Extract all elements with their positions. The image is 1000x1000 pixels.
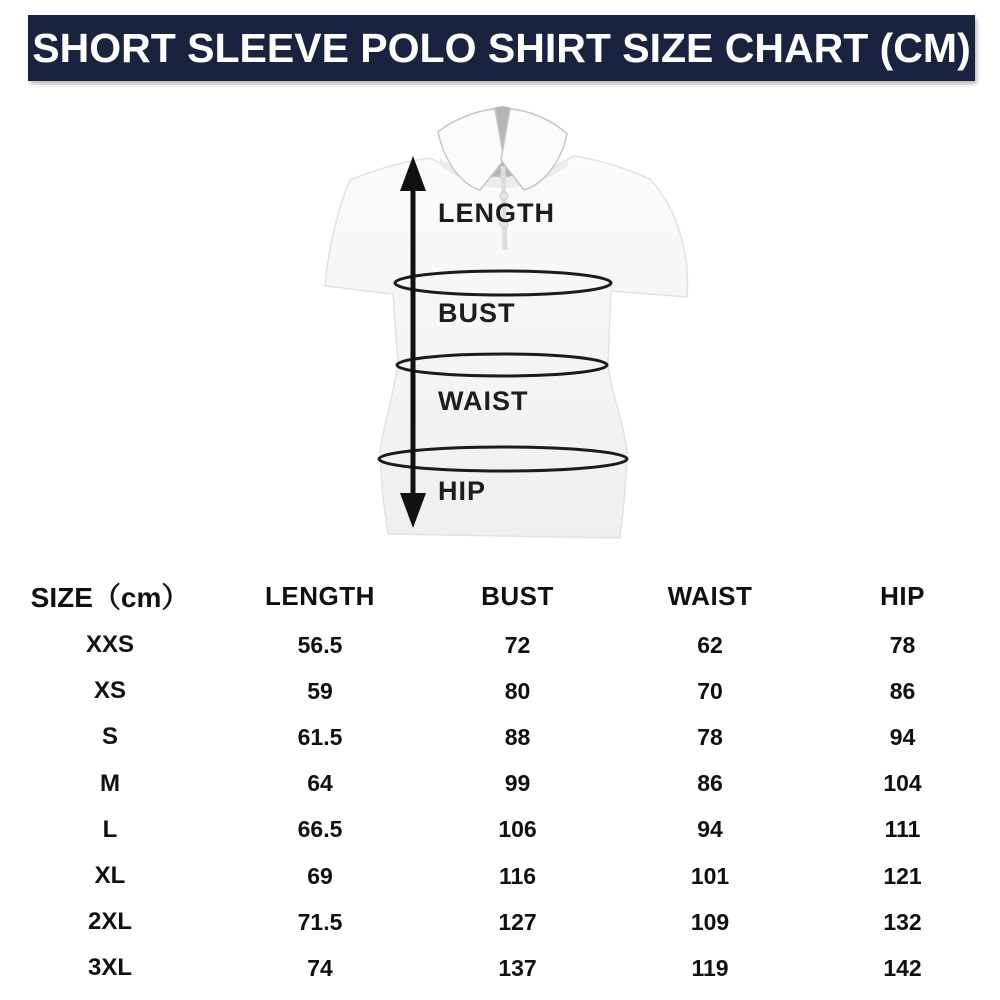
waist-cell: 101 [690,862,730,889]
table-row [0,622,1000,668]
length-cell: 74 [307,954,333,981]
hip-cell: 94 [889,723,916,750]
size-table [0,570,1000,992]
bust-cell: 116 [498,862,537,889]
table-row [0,668,1000,714]
hip-cell: 132 [883,908,922,935]
table-row [0,761,1000,807]
waist-cell: 109 [690,908,730,935]
waist-cell: 119 [691,954,729,981]
size-cell: 2XL [87,908,132,936]
waist-cell: 86 [697,770,723,797]
polo-shirt-diagram [280,100,725,560]
hip-cell: 142 [883,954,922,981]
polo-shirt-illustration [280,100,725,560]
hip-label: HIP [438,476,487,506]
length-cell: 71.5 [297,908,343,935]
length-cell: 66.5 [297,816,343,843]
length-cell: 59 [307,677,333,704]
size-cell: XS [93,677,126,705]
length-cell: 61.5 [297,723,343,750]
header-waist: WAIST [667,580,753,611]
hip-cell: 121 [883,862,922,889]
bust-cell: 127 [498,908,537,935]
size-cell: XL [94,862,126,890]
hip-cell: 86 [889,677,916,704]
bust-cell: 88 [504,723,531,750]
size-cell: M [100,769,120,797]
bust-cell: 72 [504,631,531,658]
header-bust: BUST [481,580,554,611]
waist-cell: 78 [697,723,723,750]
header-size: SIZE（cm） [30,582,190,613]
waist-cell: 70 [697,677,723,704]
size-cell: 3XL [87,954,132,982]
length-cell: 64 [307,770,333,797]
bust-cell: 137 [498,954,537,981]
table-row [0,899,1000,945]
hip-cell: 111 [884,816,921,843]
table-header-row [0,570,1000,622]
length-cell: 69 [307,862,333,889]
table-row [0,807,1000,853]
length-label: LENGTH [438,198,555,228]
bust-cell: 80 [504,677,531,704]
table-row [0,945,1000,991]
size-cell: XXS [85,631,135,659]
length-cell: 56.5 [297,631,343,658]
waist-cell: 94 [697,816,723,843]
bust-label: BUST [438,298,516,328]
title-banner [28,15,975,81]
hip-cell: 104 [883,770,922,797]
header-length: LENGTH [265,580,375,611]
waist-cell: 62 [697,631,723,658]
size-cell: L [102,815,118,843]
size-cell: S [101,723,118,751]
hip-cell: 78 [889,631,916,658]
table-row [0,714,1000,760]
page-title: SHORT SLEEVE POLO SHIRT SIZE CHART (CM) [32,24,971,71]
bust-cell: 99 [504,770,531,797]
header-hip: HIP [880,580,925,611]
table-row [0,853,1000,899]
bust-cell: 106 [498,816,537,843]
waist-label: WAIST [438,386,529,416]
